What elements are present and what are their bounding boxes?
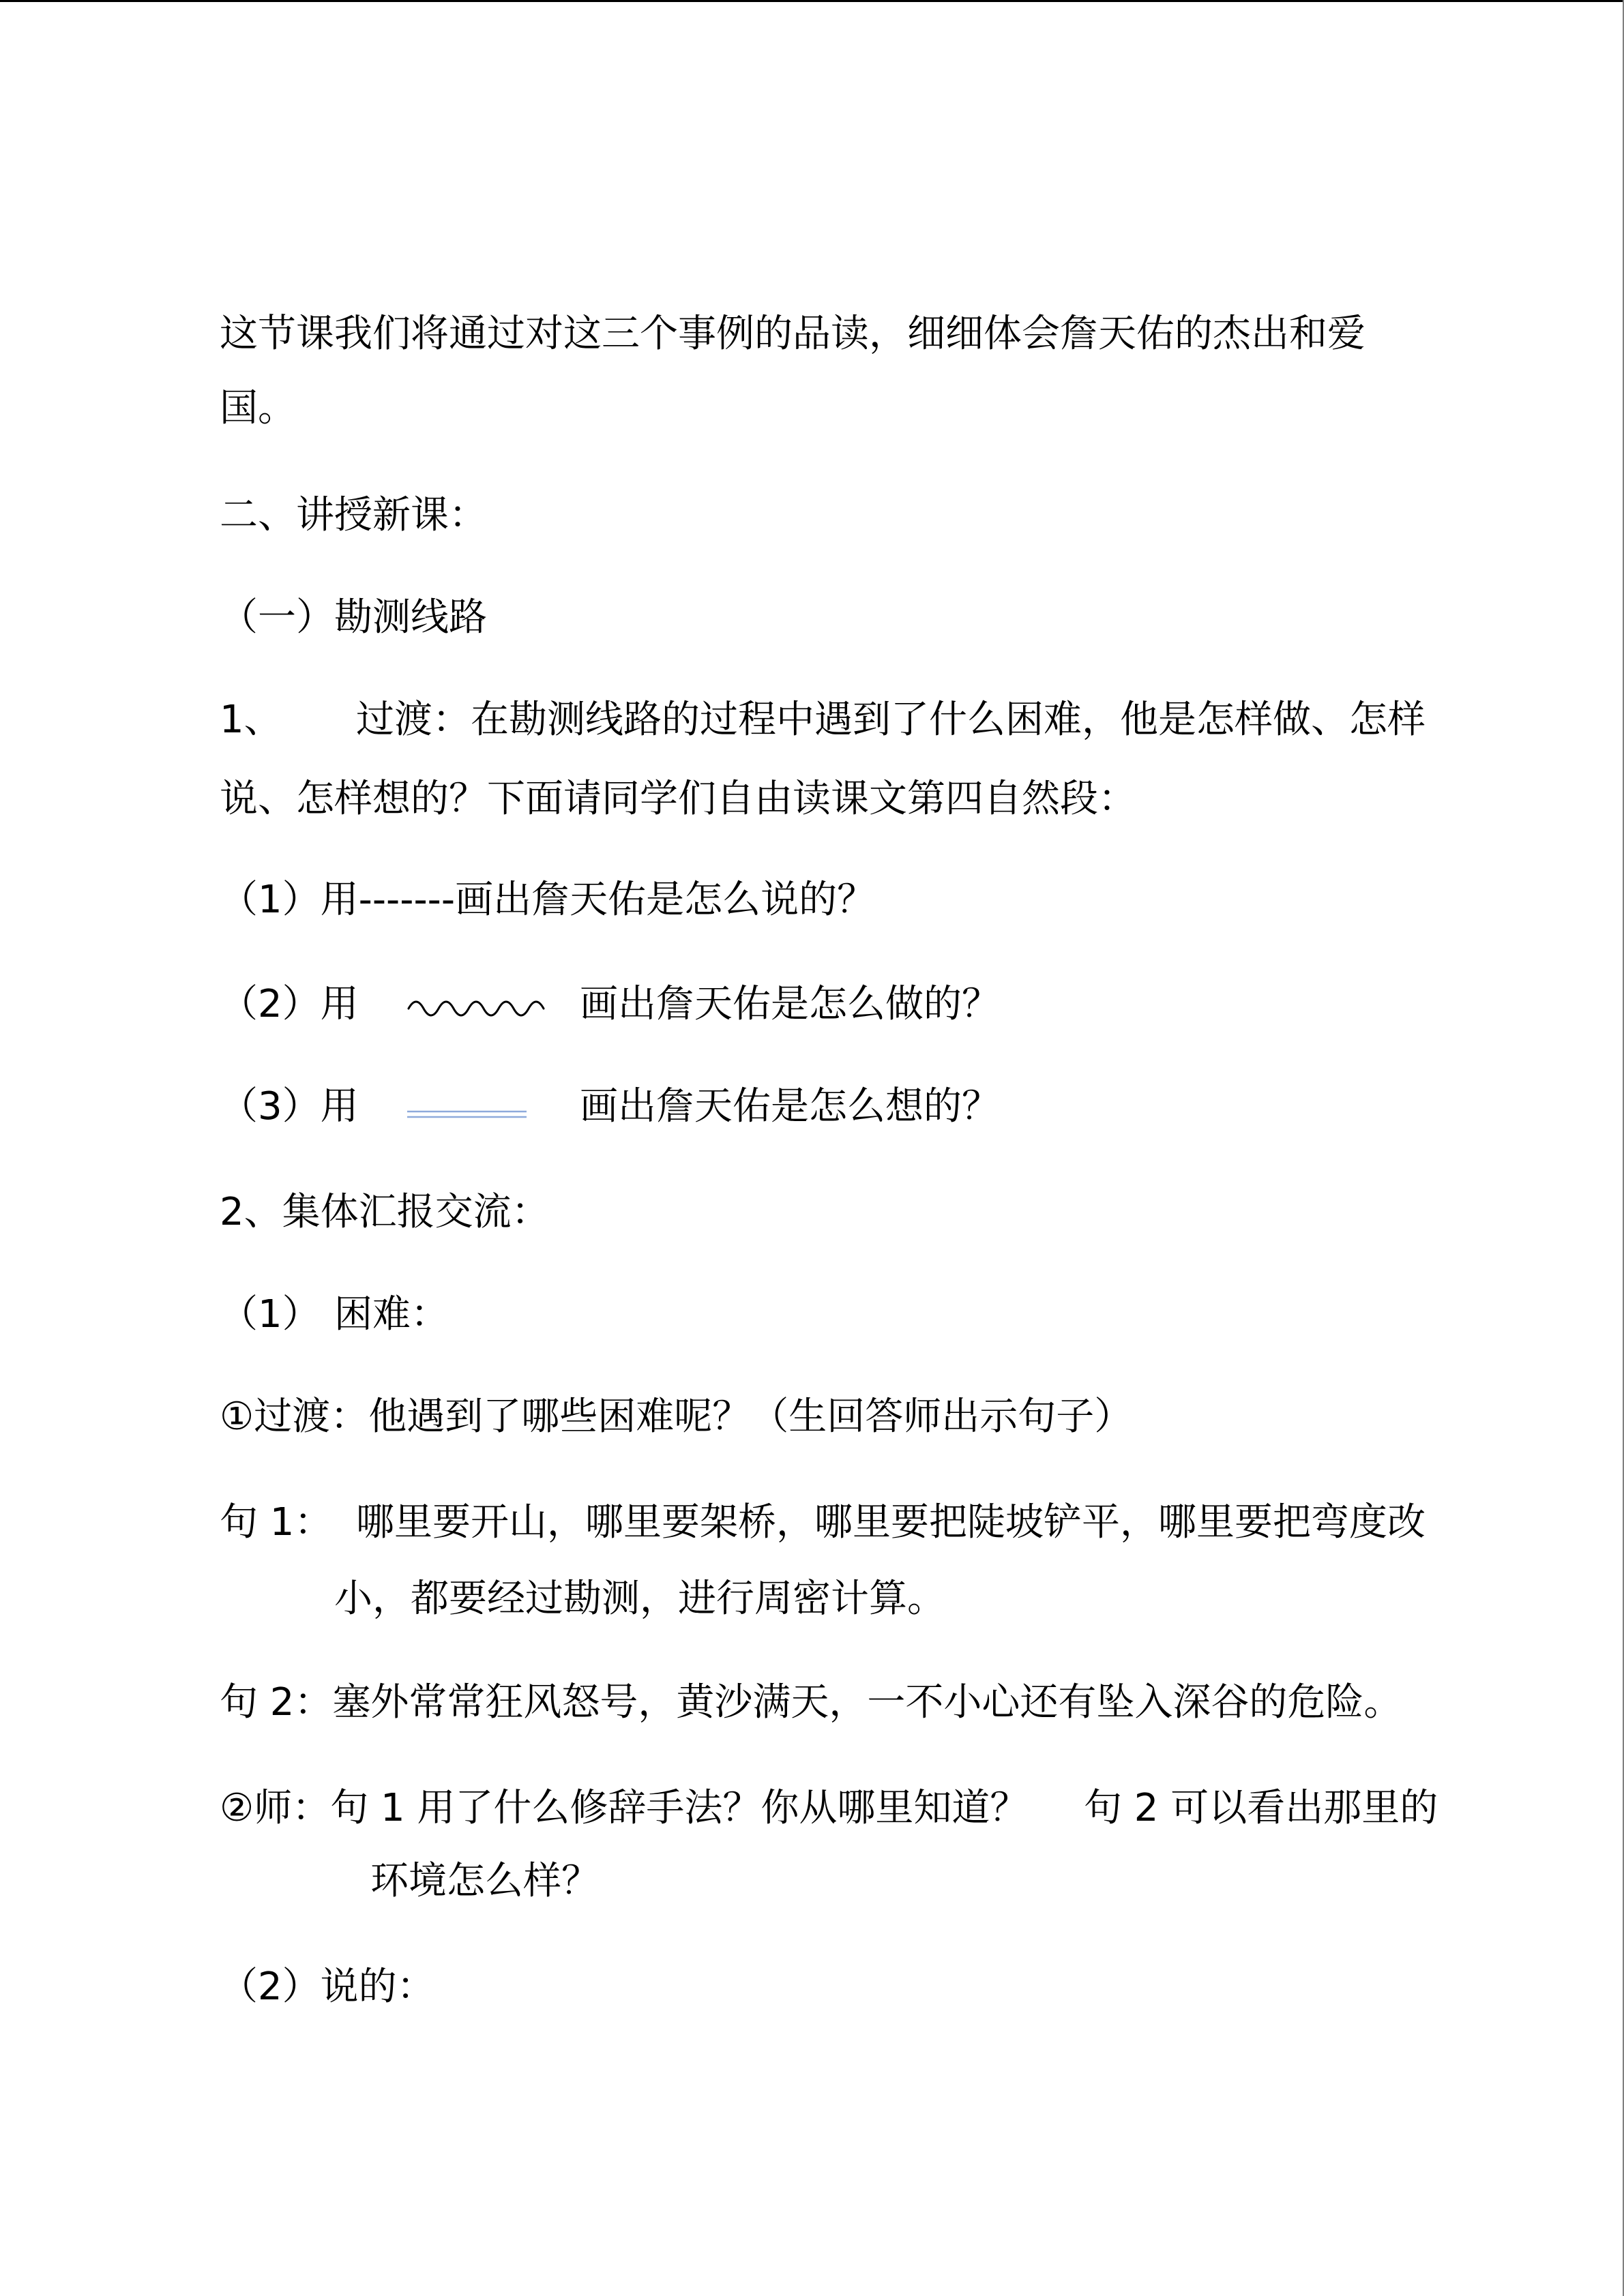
double-line-icon bbox=[407, 1106, 527, 1122]
task-2-text: 画出詹天佑是怎么做的？ bbox=[580, 982, 1000, 1026]
sentence1-line-2: 小，都要经过勘测，进行周密计算。 bbox=[334, 1577, 945, 1621]
intro-line-2: 国。 bbox=[220, 386, 296, 430]
task-1: （1）用-------画出詹天佑是怎么说的？ bbox=[220, 878, 876, 922]
sub1-label: 困难： bbox=[334, 1292, 449, 1337]
wavy-line-icon bbox=[407, 997, 546, 1020]
step1-line-2: 说、怎样想的？下面请同学们自由读课文第四自然段： bbox=[220, 777, 1136, 821]
wavy-line-path bbox=[409, 1002, 544, 1015]
point-2-part-1: ②师：句 1 用了什么修辞手法？你从哪里知道？ bbox=[220, 1786, 1029, 1830]
step1-number: 1、 bbox=[220, 698, 282, 742]
part1-heading: （一）勘测线路 bbox=[220, 595, 487, 640]
task-2-label: （2）用 bbox=[220, 982, 359, 1026]
point-2-part-2: 句 2 可以看出那里的 bbox=[1084, 1786, 1438, 1830]
step1-line-1: 过渡：在勘测线路的过程中遇到了什么困难，他是怎样做、怎样 bbox=[356, 698, 1426, 742]
step2-heading: 2、集体汇报交流： bbox=[220, 1190, 550, 1234]
intro-line-1: 这节课我们将通过对这三个事例的品读，细细体会詹天佑的杰出和爱 bbox=[220, 312, 1365, 356]
page-border-top bbox=[0, 0, 1624, 2]
task-3-text: 画出詹天佑是怎么想的？ bbox=[580, 1084, 1000, 1129]
section-heading: 二、讲授新课： bbox=[220, 493, 487, 537]
sub1-number: （1） bbox=[220, 1292, 321, 1337]
sentence2: 句 2：塞外常常狂风怒号，黄沙满天，一不小心还有坠入深谷的危险。 bbox=[220, 1680, 1402, 1725]
sentence1-line-1: 哪里要开山，哪里要架桥，哪里要把陡坡铲平，哪里要把弯度改 bbox=[356, 1500, 1426, 1545]
task-3-label: （3）用 bbox=[220, 1084, 359, 1129]
sentence1-label: 句 1： bbox=[220, 1500, 333, 1545]
point-2-line-2: 环境怎么样？ bbox=[370, 1859, 600, 1903]
sub2-heading: （2）说的： bbox=[220, 1965, 435, 2009]
point-1: ①过渡：他遇到了哪些困难呢？（生回答师出示句子） bbox=[220, 1395, 1133, 1439]
